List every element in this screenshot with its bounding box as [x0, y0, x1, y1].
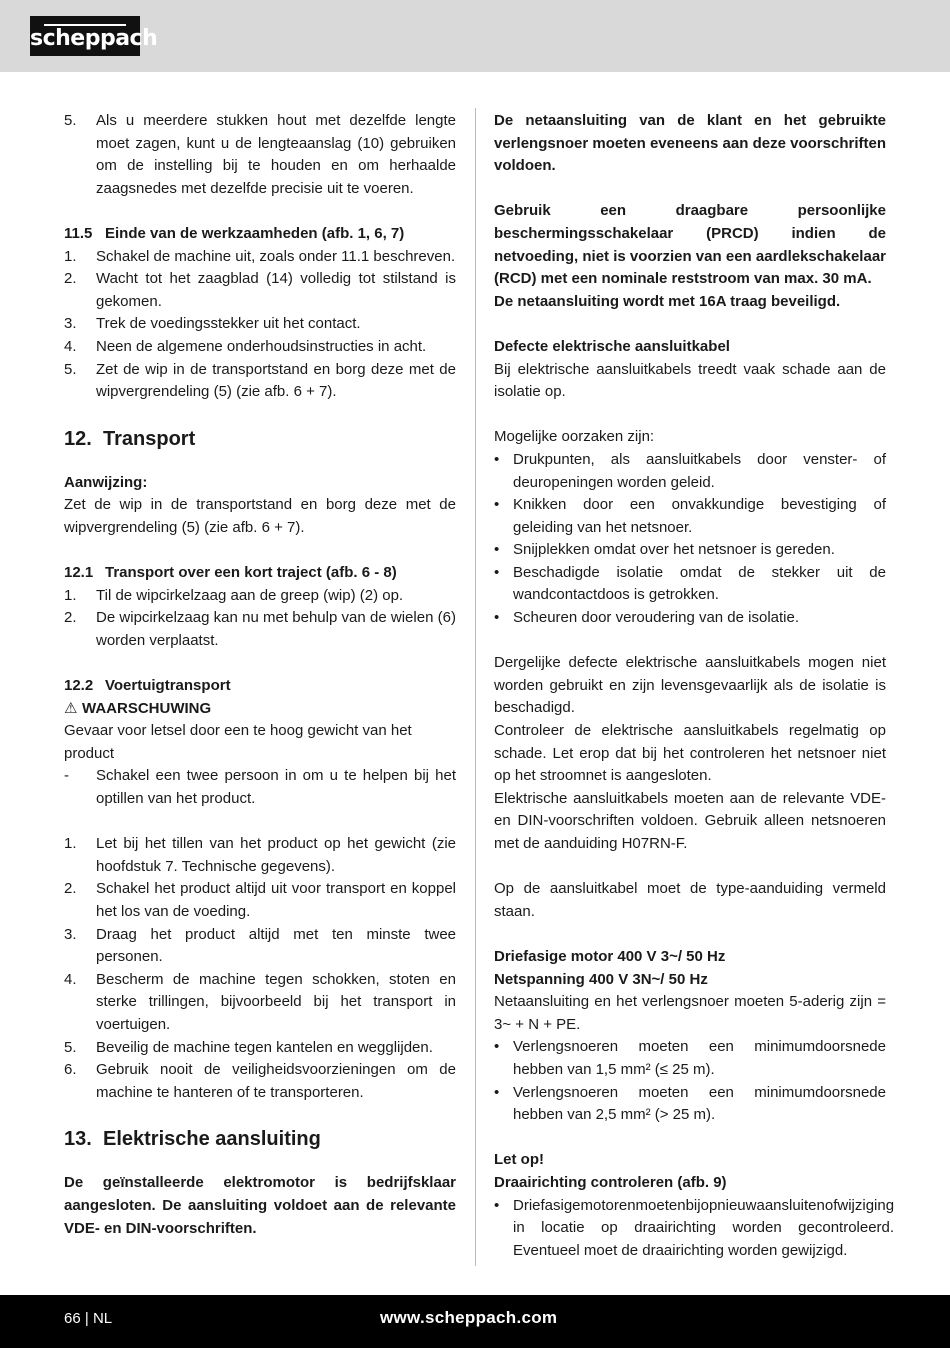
- list-item: • Verlengsnoeren moeten een minimumdoorsnede hebben van 2,5 mm² (> 25 m).: [494, 1083, 886, 1124]
- intro-bold-text: De geïnstalleerde elektromotor is bedrijfsklaar aangesloten. De aansluiting voldoet aan de relevante VDE- en DIN-voorschriften.: [64, 1174, 456, 1237]
- section-heading-11-5: 11.5 Einde van de werkzaamheden (afb. 1, 6, 7): [64, 224, 405, 242]
- subheading: Netspanning 400 V 3N~/ 50 Hz: [494, 970, 708, 988]
- left-column: [64, 110, 456, 1240]
- list-item: 4. Neen de algemene onderhoudsinstructies in acht.: [64, 337, 427, 355]
- list-item: • Verlengsnoeren moeten een minimumdoorsnede hebben van 1,5 mm² (≤ 25 m).: [494, 1038, 886, 1078]
- subheading: Draairichting controleren (afb. 9): [494, 1173, 727, 1191]
- subheading: Defecte elektrische aansluitkabel: [494, 337, 730, 355]
- paragraph: Dergelijke defecte elektrische aansluitkabels mogen niet worden gebruikt en zijn levensgevaarlijk als de isolatie is beschadigd.: [494, 654, 886, 717]
- list-item: 5. Zet de wip in de transportstand en borg deze met de wipvergrendeling (5) (zie afb. 6 + 7).: [64, 360, 456, 401]
- list-item: • Scheuren door veroudering van de isolatie.: [494, 609, 800, 627]
- list-item: • Snijplekken omdat over het netsnoer is gereden.: [494, 541, 835, 559]
- list-item: 3. Trek de voedingsstekker uit het contact.: [64, 315, 361, 333]
- warning-heading: ⚠ WAARSCHUWING: [64, 698, 456, 721]
- note-label: Aanwijzing:: [64, 473, 148, 491]
- list-12-2: [64, 833, 456, 1104]
- list-item: 1. Schakel de machine uit, zoals onder 11.1 beschreven.: [64, 247, 456, 265]
- list-item: 5. Beveilig de machine tegen kantelen en wegglijden.: [64, 1038, 433, 1056]
- list-item: 2. Wacht tot het zaagblad (14) volledig tot stilstand is gekomen.: [64, 270, 456, 310]
- attention-label: Let op!: [494, 1151, 544, 1169]
- paragraph: Bij elektrische aansluitkabels treedt vaak schade aan de isolatie op.: [494, 360, 886, 401]
- column-divider: [475, 108, 476, 1266]
- header-band: [0, 0, 950, 72]
- bold-paragraph: De netaansluiting van de klant en het gebruikte verlengsnoer moeten eveneens aan deze voorschriften voldoen.: [494, 112, 886, 175]
- section-heading-12-2: 12.2 Voertuigtransport: [64, 677, 231, 695]
- causes-list: [494, 449, 886, 630]
- list-item: 4. Bescherm de machine tegen schokken, stoten en sterke trillingen, bijvoorbeeld bij het transport in voertuigen.: [64, 970, 456, 1033]
- list-item: 1. Let bij het tillen van het product op het gewicht (zie hoofdstuk 7. Technische gegevens).: [64, 835, 456, 875]
- list-item: - Schakel een twee persoon in om u te helpen bij het optillen van het product.: [64, 767, 456, 808]
- bold-paragraph: Gebruik een draagbare persoonlijke beschermingsschakelaar (PRCD) indien de netvoeding, niet is voorzien van een aardlekschakelaar (RCD) met een nominale reststroom van max. 30 mA.: [494, 202, 886, 288]
- warning-text: Gevaar voor letsel door een te hoog gewicht van het product: [64, 722, 412, 762]
- paragraph: Op de aansluitkabel moet de type-aanduiding vermeld staan.: [494, 880, 886, 920]
- brand-logo: scheppach: [30, 16, 140, 56]
- list-item: 2. De wipcirkelzaag kan nu met behulp van de wielen (6) worden verplaatst.: [64, 609, 456, 649]
- subheading: Driefasige motor 400 V 3~/ 50 Hz: [494, 947, 726, 965]
- page-number: 66 | NL: [64, 1310, 113, 1327]
- list-item: 5. Als u meerdere stukken hout met dezelfde lengte moet zagen, kunt u de lengteaanslag (10) gebruiken om de instelling bij te houden en om herhaalde zaagsnedes met dezelfde precisie uit te voeren.: [64, 112, 456, 197]
- paragraph: Elektrische aansluitkabels moeten aan de relevante VDE- en DIN-voorschriften voldoen. Gebruik alleen netsnoeren met de aanduiding H07RN-F.: [494, 789, 886, 852]
- warning-icon: ⚠: [64, 699, 78, 717]
- list-11-5: [64, 246, 456, 404]
- paragraph: Controleer de elektrische aansluitkabels regelmatig op schade. Let erop dat bij het controleren het netsnoer niet op het stroomnet is aangesloten.: [494, 722, 886, 785]
- note-text: Zet de wip in de transportstand en borg deze met de wipvergrendeling (5) (zie afb. 6 + 7).: [64, 496, 456, 536]
- list-item: 1. Til de wipcirkelzaag aan de greep (wip) (2) op.: [64, 586, 404, 604]
- list-item: 2. Schakel het product altijd uit voor transport en koppel het los van de voeding.: [64, 880, 456, 920]
- right-column: [494, 110, 895, 1262]
- footer: [0, 1295, 950, 1348]
- footer-url[interactable]: www.scheppach.com: [380, 1308, 558, 1327]
- paragraph: Mogelijke oorzaken zijn:: [494, 428, 655, 446]
- list-item: • Knikken door een onvakkundige bevestiging of geleiding van het netsnoer.: [494, 496, 886, 536]
- bold-paragraph: De netaansluiting wordt met 16A traag beveiligd.: [494, 292, 841, 310]
- list-item: 6. Gebruik nooit de veiligheidsvoorzieningen om de machine te hanteren of te transporteren.: [64, 1061, 456, 1101]
- list-item: • Beschadigde isolatie omdat de stekker uit de wandcontactdoos is getrokken.: [494, 563, 886, 604]
- list-item: 3. Draag het product altijd met ten minste twee personen.: [64, 925, 456, 966]
- paragraph: Netaansluiting en het verlengsnoer moeten 5-aderig zijn = 3~ + N + PE.: [494, 993, 886, 1033]
- list-item: • Drukpunten, als aansluitkabels door venster- of deuropeningen worden geleid.: [494, 450, 886, 491]
- list-item: • Driefasigemotorenmoetenbijopnieuwaansluitenofwijziging in locatie op draairichting worden gecontroleerd. Eventueel moet de draairichting worden gewijzigd.: [494, 1196, 895, 1259]
- chapter-heading-12: 12. Transport: [64, 427, 196, 450]
- section-heading-12-1: 12.1 Transport over een kort traject (afb. 6 - 8): [64, 564, 397, 582]
- chapter-heading-13: 13. Elektrische aansluiting: [64, 1128, 321, 1151]
